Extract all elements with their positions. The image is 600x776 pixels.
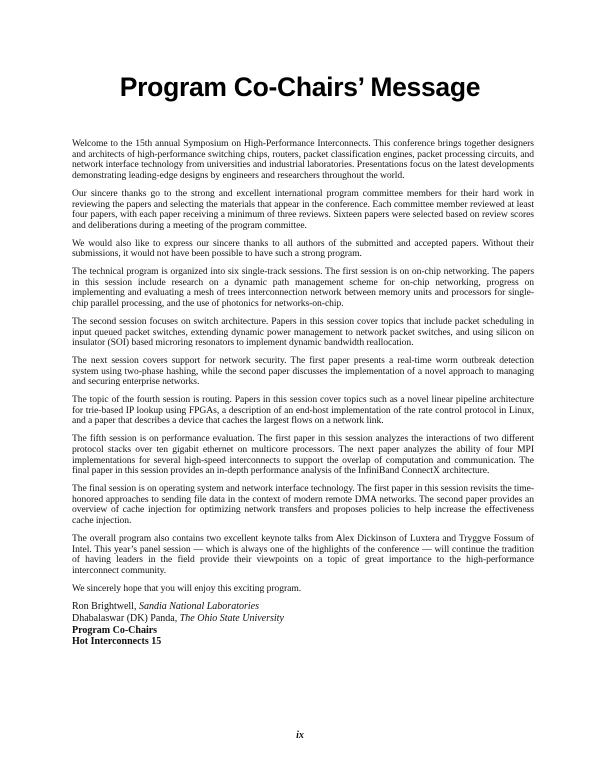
- paragraph-session-five: The fifth session is on performance evaluation. The first paper in this session analyzes the interactions of two different protocol stacks over ten gigabit ethernet on multicore processors. The next paper analyzes the ability of four MPI implementations for several high-speed interconnects to support the overlap of computation and communication. The final paper in this session provides an in-depth performance analysis of the InfiniBand ConnectX architecture.: [72, 433, 534, 477]
- paragraph-session-four: The topic of the fourth session is routing. Papers in this session cover topics such as a novel linear pipeline architecture for trie-based IP lookup using FPGAs, a description of an end-host implementation of the rate control protocol in Linux, and a paper that describes a device that caches the largest flows on a network link.: [72, 394, 534, 427]
- paragraph-session-three: The next session covers support for network security. The first paper presents a real-time worm outbreak detection system using two-phase hashing, while the second paper discusses the implementation of a novel approach to managing and securing enterprise networks.: [72, 354, 534, 388]
- signer-name: Dhabalaswar (DK) Panda,: [72, 612, 180, 624]
- paragraph-welcome: Welcome to the 15th annual Symposium on High-Performance Interconnects. This conference brings together designers and architects of high-performance switching chips, routers, packet classification engines, packet processing circuits, and network interface technology from universities and industrial laboratories. Presentations focus on the latest developments demonstrating leading-edge designs by engineers and researchers throughout the world.: [72, 138, 534, 182]
- message-body: [72, 139, 534, 648]
- signer-name: Ron Brightwell,: [72, 601, 139, 613]
- paragraph-session-six: The final session is on operating system and network interface technology. The first paper in this session revisits the time-honored approaches to sending file data in the context of modern remote DMA networks. The second paper provides an overview of cache injection for optimizing network transfers and proposes policies to help increase the effectiveness cache injection.: [72, 482, 534, 527]
- signer-affiliation: The Ohio State University: [179, 612, 284, 624]
- paragraph-session-one: The technical program is organized into six single-track sessions. The first session is on on-chip networking. The papers in this session include research on a dynamic path management scheme for on-chip networking, progress on implementing and evaluating a mesh of trees interconnection network between memory units and processors for single-chip parallel processing, and the use of photonics for networks-on-chip.: [72, 266, 534, 310]
- signer-role: Program Co-Chairs: [72, 624, 158, 636]
- event-name: Hot Interconnects 15: [72, 636, 162, 648]
- paragraph-keynotes: The overall program also contains two excellent keynote talks from Alex Dickinson of Luxtera and Tryggve Fossum of Intel. This year’s panel session — which is always one of the highlights of the conference — will continue the tradition of having leaders in the field provide their viewpoints on a topic of great importance to the high-performance interconnect community.: [72, 532, 534, 576]
- paragraph-committee-thanks: Our sincere thanks go to the strong and excellent international program committee members for their hard work in reviewing the papers and selecting the materials that appear in the conference. Each committee member reviewed at least four papers, with each paper receiving a minimum of three reviews. Sixteen papers were selected based on review scores and deliberations during a meeting of the program committee.: [72, 187, 534, 231]
- signer-affiliation: Sandia National Laboratories: [138, 601, 259, 613]
- signature-line: [72, 613, 534, 625]
- paragraph-closing: We sincerely hope that you will enjoy this exciting program.: [72, 582, 302, 594]
- paragraph-author-thanks: We would also like to express our sincere thanks to all authors of the submitted and accepted papers. Without their submissions, it would not have been possible to have such a strong program.: [72, 237, 534, 260]
- paragraph-session-two: The second session focuses on switch architecture. Papers in this session cover topics that include packet scheduling in input queued packet switches, extending dynamic power management to network packet switches, and using silicon on insulator (SOI) based microring resonators to implement dynamic bandwidth reallocation.: [72, 315, 534, 349]
- signature-block: [72, 601, 534, 647]
- page-title: Program Co-Chairs’ Message: [119, 72, 481, 102]
- signature-line: [72, 601, 534, 613]
- page-number: ix: [296, 730, 304, 741]
